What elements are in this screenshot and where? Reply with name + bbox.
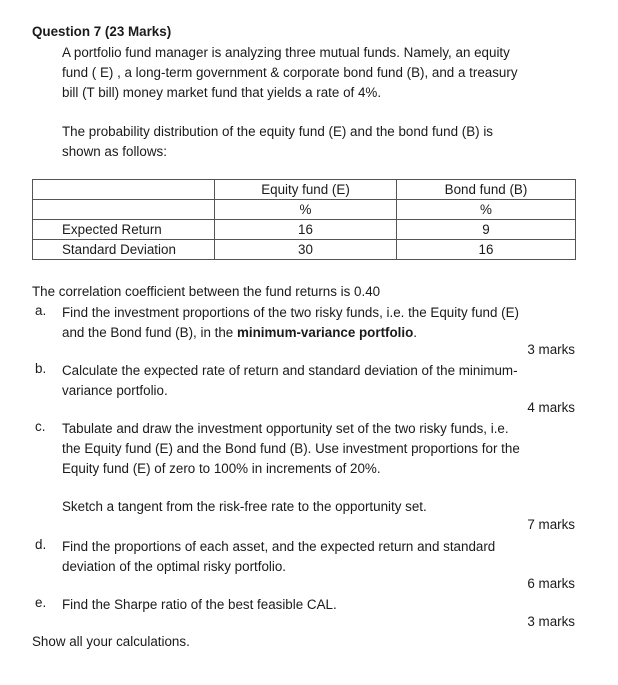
table-header-empty (33, 180, 215, 200)
part-a-emphasis: minimum-variance portfolio (236, 325, 414, 340)
distribution-table (32, 179, 576, 260)
table-units-equity: % (215, 200, 397, 220)
distribution-intro-line-1: The probability distribution of the equity fund (E) and the bond fund (B) is (62, 124, 493, 139)
part-b-letter: b. (35, 361, 47, 376)
part-b-line-1: Calculate the expected rate of return and standard deviation of the minimum- (62, 363, 518, 378)
table-row-label: Expected Return (33, 220, 215, 240)
part-a-line-2: and the Bond fund (B), in the minimum-variance portfolio. (62, 325, 418, 340)
footer-instruction: Show all your calculations. (32, 634, 190, 649)
table-units-empty (33, 200, 215, 220)
part-b-marks: 4 marks (527, 400, 575, 415)
table-cell-bond: 9 (397, 220, 576, 240)
part-e-marks: 3 marks (527, 614, 575, 629)
intro-line-1: A portfolio fund manager is analyzing three mutual funds. Namely, an equity (62, 45, 510, 60)
distribution-intro-line-2: shown as follows: (62, 144, 167, 159)
part-a-marks: 3 marks (527, 342, 575, 357)
part-a-text (62, 303, 519, 343)
question-title: Question 7 (23 Marks) (32, 24, 172, 39)
part-c-line-2: the Equity fund (E) and the Bond fund (B). Use investment proportions for the (62, 441, 520, 456)
table-units-row (33, 200, 576, 220)
part-d-text (62, 537, 495, 577)
part-e-letter: e. (35, 595, 47, 610)
part-c-sketch-text: Sketch a tangent from the risk-free rate to the opportunity set. (62, 499, 427, 514)
table-header-equity: Equity fund (E) (215, 180, 397, 200)
part-c-letter: c. (35, 419, 46, 434)
part-b-line-2: variance portfolio. (62, 383, 168, 398)
table-units-bond: % (397, 200, 576, 220)
part-c-marks: 7 marks (527, 517, 575, 532)
table-cell-equity: 30 (215, 240, 397, 260)
part-d-line-1: Find the proportions of each asset, and the expected return and standard (62, 539, 496, 554)
table-row (33, 240, 576, 260)
intro-paragraph (62, 43, 518, 103)
part-d-letter: d. (35, 537, 47, 552)
part-a-letter: a. (35, 303, 47, 318)
part-c-line-1: Tabulate and draw the investment opportunity set of the two risky funds, i.e. (62, 421, 509, 436)
part-c-text (62, 419, 520, 479)
part-e-text: Find the Sharpe ratio of the best feasible CAL. (62, 597, 337, 612)
intro-line-2: fund ( E) , a long-term government & corporate bond fund (B), and a treasury (62, 65, 518, 80)
part-a-line-1: Find the investment proportions of the two risky funds, i.e. the Equity fund (E) (62, 305, 519, 320)
table-cell-bond: 16 (397, 240, 576, 260)
part-d-marks: 6 marks (527, 576, 575, 591)
table-header-bond: Bond fund (B) (397, 180, 576, 200)
intro-line-3: bill (T bill) money market fund that yields a rate of 4%. (62, 85, 382, 100)
table-row (33, 220, 576, 240)
table-row-label: Standard Deviation (33, 240, 215, 260)
part-d-line-2: deviation of the optimal risky portfolio. (62, 559, 287, 574)
part-c-line-3: Equity fund (E) of zero to 100% in increments of 20%. (62, 461, 381, 476)
table-header-row (33, 180, 576, 200)
table-cell-equity: 16 (215, 220, 397, 240)
correlation-text: The correlation coefficient between the fund returns is 0.40 (32, 284, 381, 299)
part-b-text (62, 361, 518, 401)
distribution-intro (62, 122, 493, 162)
